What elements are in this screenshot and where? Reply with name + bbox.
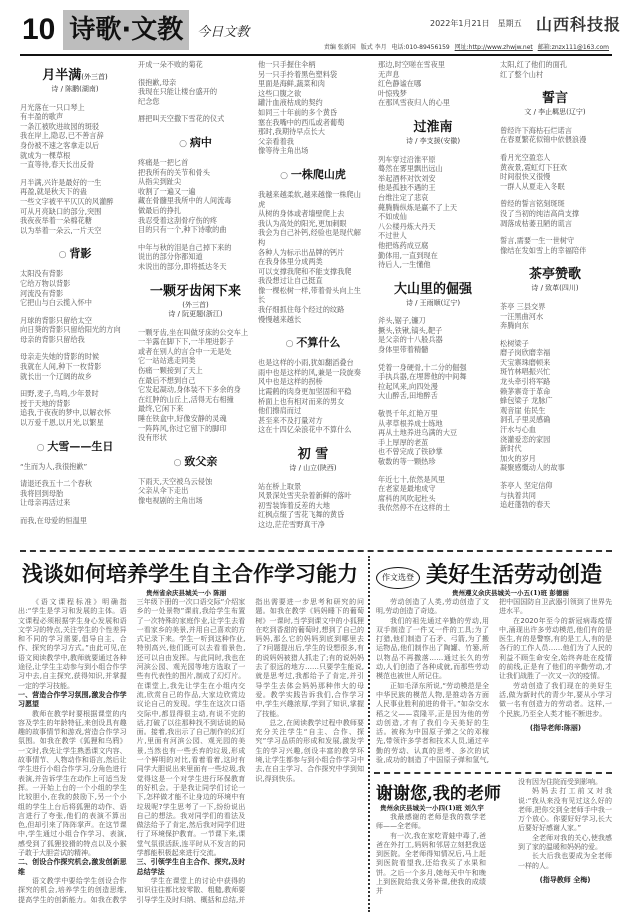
poem-title-suffix: (外三首) xyxy=(81,73,108,81)
poem-line: 从孝草根养成士练地 xyxy=(378,418,443,428)
poem-line: 松树梁子 xyxy=(500,338,529,348)
poem-line: 在春夏繁花似锦中依偎浪漫 xyxy=(500,135,587,145)
poem-line: 像结在发如雪上的幸福陪伴 xyxy=(500,245,587,255)
poem-byline: 文 / 李止羁思(辽宁) xyxy=(524,108,586,117)
poem-line: 斑竹林唱振兴忙 xyxy=(500,367,551,377)
paragraph: 劳动创造了我们现在的美好生活,做为新时代的青少年,要从小学习做一名有创造力的劳动者。这样,一个民族,乃至全人类才能不断进步。 xyxy=(499,681,612,718)
poem-section-heading: ○ 致父亲 xyxy=(138,453,253,469)
poem-line: 年近七十,依然是风里 xyxy=(378,474,445,484)
poem-line: 无声息 xyxy=(378,69,400,79)
poem-line: 像等待主角出场 xyxy=(258,146,309,156)
poem-line: 勤体用,一直到现在 xyxy=(378,250,438,260)
poem-line: 我没想过让自己挺直 xyxy=(258,276,323,286)
email-link[interactable]: 邮箱:znzx111@163.com xyxy=(537,44,609,51)
poem-byline: 诗 / 王雨顺(辽宁) xyxy=(405,298,461,307)
thanks-body-col2 xyxy=(518,778,612,885)
thanks-title: 谢谢您,我的老师 xyxy=(376,784,501,804)
poem-line: 曾经许下海枯石烂诺言 xyxy=(500,125,572,135)
stanza xyxy=(20,269,130,307)
paragraph: 有一次,我在家吃青蛙中毒了,爸爸在外打工,妈妈和邻居立刻把我送到医院。全老师得知情况后,马上赶到医院看望我,还给我买了水果和饼。之后一个多月,她每天中午和晚上到医院给我义务补课,使我的成绩并 xyxy=(376,831,486,896)
poem-line: 它把山与白云揽入怀中 xyxy=(20,298,92,308)
advisor-note: (指导老师:陈丽) xyxy=(529,723,582,732)
stanza xyxy=(138,477,253,506)
poem-title xyxy=(378,278,488,297)
stanza xyxy=(20,389,130,427)
poem-line: 一阵阵风,你过它留下的脚印 xyxy=(138,423,227,433)
poem-line: 一颗牙齿,坐在叫做牙床的公交车上 xyxy=(138,327,249,337)
poem-line: 身份被不速之客拿走以后 xyxy=(20,140,100,150)
poem-line: 八公楼丹炼大丹天 xyxy=(378,221,436,231)
poem-title xyxy=(378,116,488,135)
poem-line: 红枫点缀了雪花飞舞的黄昏 xyxy=(258,510,345,520)
poem-line: 河流没有背影 xyxy=(20,288,64,298)
poem-line: 再从土地养进乌满的大豆 xyxy=(378,428,458,438)
poem-line: 收割了一遍又一遍 xyxy=(138,186,196,196)
poem-line: 我认为高处的阳光,更加刺眼 xyxy=(258,218,347,228)
poem-line: 也是这样的小雨,犹如翻滔叠台 xyxy=(258,358,354,368)
poem-line: 它一站站逃走同类 xyxy=(138,356,196,366)
poem-line: 以为举着一朵云,一片天空 xyxy=(20,225,102,235)
poem-line: 我仔细抓住每个经过的纹路 xyxy=(258,305,345,315)
poem-line: 雨中也是这样的风,兼是一段旋奏 xyxy=(258,367,361,377)
poem-line: 一直等待,春天长出反骨 xyxy=(20,160,95,170)
poem-line: 请退还我五十二个春秋 xyxy=(20,479,92,489)
paragraph: 正如毛泽东所说,“劳动模范是全中华民族的模范人物,是推动各方面人民事业胜利前进的骨干。”如杂交水稻之父——袁隆平,正是因为他的劳动创造,才有了我们今天美好的生活。被称为中国原子弹之父的邓稼先,带领许多学者和技术人员,通过辛勤的劳动、认真的思考、多次的试验,成功的制造了中国原子弹和氢气,把中国国防自卫武器引领到了世界先进水平。 xyxy=(376,598,612,765)
poem-title-text: 过淮南 xyxy=(413,119,453,135)
poem-line: 我将回到母胎 xyxy=(20,488,64,498)
poem-line: 太阳没有背影 xyxy=(20,269,64,279)
poem-line: 一群人从夏走入冬眠 xyxy=(500,181,565,191)
poem-section-heading: ○ 大雪——生日 xyxy=(20,438,130,454)
poem-title-text: 初 雪 xyxy=(297,447,329,462)
stanza xyxy=(258,358,368,435)
poem-line: 疼痛是一把匕首 xyxy=(138,157,189,167)
poem-line: 伤痛一颗接到了天上 xyxy=(138,366,203,376)
essay-body xyxy=(376,598,612,768)
essay-byline: 贵州遵义余庆县城关一小五(1)班 彭德丽 xyxy=(452,589,569,597)
poem-line: 在红肿的山丘上,活得无右相撞 xyxy=(138,394,234,404)
poem-line: 赖茅寨奇于革命 xyxy=(500,386,551,396)
poem-line: 未说出的部分,即将抵达冬天 xyxy=(138,261,227,271)
paragraph: 教师在教学时要根据课堂的内容及学生的年龄特征,来创设具有趣趣的故事情节和游戏,营造合作学习氛围。如我在教学《狐狸和乌鸦》一文时,我先让学生熟悉课文内容、故事情节、人物动作和语言,然后让学生进行小组合作学习,分角色进行表演,并告诉学生在动作上可适当发挥。一开始上台的一个小组的学生比较胆小,在我的鼓励下,另一个小组的学生上台后将狐狸的动作、语言进行了夸张,他们的表演不算出色,但却引来了阵阵掌声。在这节课中,学生通过小组合作学习、表演,感受到了狐狸狡猾的特点以及小猴子敢于大胆尝试的精神。 xyxy=(18,709,127,858)
article-subheading: 二、创设合作探究机会,激发创新思维 xyxy=(18,858,127,876)
poem-line: 不如成仙 xyxy=(378,212,407,222)
stanza xyxy=(378,475,488,513)
poem-line: 没有形状 xyxy=(138,433,167,443)
poem-line: 凭着一身硬骨,十二分的倔强 xyxy=(378,362,467,372)
contact-info xyxy=(324,42,612,51)
poem-line: 是父亲的十八般兵器 xyxy=(378,335,443,345)
poem-line: 从树的身体或者墙壁爬上去 xyxy=(258,209,345,219)
poem-line: 风景深处雪夹杂着新鲜的落叶 xyxy=(258,491,352,501)
poem-line: 甚至来不及打量对方 xyxy=(258,415,323,425)
poem-line: 把我所有的关节和骨头 xyxy=(138,167,210,177)
poem-line: 各种人为标示出品牌的钙片 xyxy=(258,247,345,257)
poem-line: 另一只手拎着黑色塑料袋 xyxy=(258,69,338,79)
stanza xyxy=(20,516,130,526)
poem-column-2 xyxy=(138,60,253,514)
stanza xyxy=(138,158,253,235)
thanks-body-col1 xyxy=(376,813,486,897)
poem-line: 这边,茫茫雪野真干净 xyxy=(258,519,325,529)
poem-line: 磨子岗欣磨幸福 xyxy=(500,348,551,358)
poem-line: 就长出一个辽阔的故乡 xyxy=(20,371,92,381)
poem-line: 我会为自己补钙,经验也是现代解 xyxy=(258,228,361,238)
poem-line: 我越来越柔软,越来越像一株爬山 xyxy=(258,189,361,199)
poem-line: 风中也是这样的拐桥 xyxy=(258,377,323,387)
poem-line: 初雪装饰着反差的大地 xyxy=(258,500,330,510)
poem-line: 誓言,需要一生一世树守 xyxy=(500,236,575,246)
header-rule xyxy=(20,54,612,56)
stanza xyxy=(258,190,368,324)
paragraph: 在2020年至今的新冠病毒疫情中,涌现出许多劳动模范,他们有的是医生,有的是警察,有的是工人,有的是各行的工作人员……他们为了人民的利益不顾生命安全,始终奔赴在疫情的前线,正是有了他们的辛勤劳动,才让我们战胜了一次又一次的疫情。 xyxy=(499,616,612,681)
section-title: 诗歌·文教 xyxy=(63,10,189,50)
poem-title-text: 茶亭赞歌 xyxy=(528,267,581,283)
poem-line: 凋落成枯萎丑陋的谎言 xyxy=(500,218,572,228)
poem-line: 那边,时空嗟在雪夜里 xyxy=(378,60,445,69)
poem-line: 身体里带着精髓 xyxy=(378,345,429,355)
poem-line: 他是孤独不遇的王 xyxy=(378,183,436,193)
poem-line: 再盈,就是秋天下的蛊 xyxy=(20,187,87,197)
poem-line: 很抱歉,母亲 xyxy=(138,77,177,87)
essay-title: 美好生活劳动创造 xyxy=(426,562,603,588)
poem-line: 凝聚感慨动人的故事 xyxy=(500,463,565,473)
poem-line: 慢慢越来越长 xyxy=(258,314,302,324)
poem-line: 睡在铁盒中,好像安静的灵魂 xyxy=(138,414,227,424)
poem-line: 浇灌爱恋的家园 xyxy=(500,434,551,444)
poem-column-3 xyxy=(258,60,368,538)
stanza xyxy=(138,328,253,443)
poem-line: 太阳,红了他们的面孔 xyxy=(500,60,567,69)
phone: 电话:010-89456159 xyxy=(391,44,450,51)
issue-date-line xyxy=(430,18,522,29)
poem-line: 没了当初的纯洁高尚支撑 xyxy=(500,208,580,218)
poem-line: 母亲的背影只留给我 xyxy=(20,334,85,344)
poem-line: 里面是海鲜,蔬菜和肉 xyxy=(258,79,325,89)
stanza xyxy=(20,352,130,381)
stanza xyxy=(20,462,130,472)
poem-column-5 xyxy=(500,60,610,518)
poem-line: 黄夜景,霓虹灯下狂欢 xyxy=(500,162,567,172)
poem-line: 我依然停不在这样的土 xyxy=(378,503,450,513)
poem-title xyxy=(500,263,610,282)
stanza xyxy=(258,482,368,530)
thanks-byline: 贵州余庆县城关一小四(1)班 刘久宇 xyxy=(380,804,484,812)
poem-line: 中年与秋的泪是自己掉下来的 xyxy=(138,242,232,252)
poem-line: 待后人,一生懂他 xyxy=(378,260,431,270)
poem-line: 虎 xyxy=(258,199,266,209)
article-subheading: 一、营造合作学习氛围,激发合作学习愿望 xyxy=(18,690,127,709)
poem-line: 举起酒杯对饮刘安 xyxy=(378,173,436,183)
poem-line: 红了整个山村 xyxy=(500,69,544,79)
poem-line: 父亲从伞下走出 xyxy=(138,486,189,496)
stanza xyxy=(378,316,488,354)
poem-line: 如同三十年前的多个黄昏 xyxy=(258,107,338,117)
stanza xyxy=(20,316,130,345)
poem-line: 天宝寨珠磨顿来 xyxy=(500,357,551,367)
article-byline: 贵州省余庆县城关一小 陈丽 xyxy=(146,589,227,597)
poem-line: 最终,它闲下来 xyxy=(138,404,184,414)
poem-line: 那时,我期待早点长大 xyxy=(258,127,325,137)
poem-line: 我在岸上,隐忍,已不善言辞 xyxy=(20,131,104,141)
stanza xyxy=(20,479,130,508)
stanza xyxy=(20,178,130,236)
paragraph: 没有因为住院而受到影响。 xyxy=(518,778,602,786)
poem-line: 斧头,锯子,镰刀 xyxy=(378,316,426,326)
poem-line: 他一只手握住伞柄 xyxy=(258,60,316,69)
stanza xyxy=(500,60,610,79)
stanza xyxy=(378,409,488,467)
column-divider xyxy=(368,556,370,912)
paragraph: 总之,在阅读教学过程中教师要充分关注学生“自主、合作、探究”学习品质的形成和发展,激发学生的学习兴趣,创设丰富的教学环境,让学生都参与到小组合作学习中去,在自主学习、合作探究中学到知识,得到快乐。 xyxy=(255,718,364,783)
poem-line: 站在桥上取景 xyxy=(258,481,302,491)
poem-line: 红色静谧在哪 xyxy=(378,79,422,89)
poem-line: 拉起风来,向四处漫 xyxy=(378,381,438,391)
poem-line: 它发起凝动,身体装不下多余的身 xyxy=(138,385,241,395)
poem-line: 薨腾腾纵炼是赢不了上天 xyxy=(378,202,458,212)
editor: 责编 张新国 xyxy=(323,44,356,51)
poem-line: 构 xyxy=(258,237,266,247)
poem-line: 月半满,兴许是最好的一生 xyxy=(20,177,102,187)
poem-line: 我夜夜举着一朵棉花糖 xyxy=(20,216,92,226)
advisor-note: (指导教师 全梅) xyxy=(539,875,591,884)
poem-line: 授于天地的背影 xyxy=(20,398,71,408)
poem-line: 在老家是最地成守 xyxy=(378,484,436,494)
poem-line: 不过世人 xyxy=(378,231,407,241)
poem-line: 长 xyxy=(258,295,266,305)
poem-line: 撅头,铁锹,镐头,靶子 xyxy=(378,325,443,335)
poem-line: “生而为人,我很抱歉” xyxy=(20,461,88,471)
essay-divider xyxy=(374,772,612,774)
poem-line: 茶亭 三县交界 xyxy=(500,301,546,311)
poem-line: 纪念您 xyxy=(138,96,160,106)
poem-section-heading: ○ 不算什么 xyxy=(258,334,368,350)
poem-line: 一些文字被平平仄仄的风灌醉 xyxy=(20,196,114,206)
poem-column-1 xyxy=(20,60,130,534)
article-subheading: 三、引领学生自主合作、探究,及时总结学法 xyxy=(136,858,246,876)
poem-line: 看月光空盈恋人 xyxy=(500,152,551,162)
poem-line: 罐汁血液枯成的契约 xyxy=(258,98,323,108)
stanza xyxy=(378,155,488,270)
poem-line: 这在十四亿朵浪花中不算什么 xyxy=(258,425,352,435)
poem-title xyxy=(138,280,253,299)
poem-line: 他把炼药成豆腐 xyxy=(378,240,429,250)
poem-line: 唇把叫天空撒下雪花的仪式 xyxy=(138,114,225,124)
stanza xyxy=(138,114,253,124)
poem-line: 可以支撑我爬和不能支撑我爬 xyxy=(258,266,352,276)
stanza xyxy=(138,78,253,107)
paragraph: 劳动创造了人类,劳动创造了文明,劳动创造了奇迹。 xyxy=(376,598,489,616)
poem-line: 龙头牵引将军路 xyxy=(500,377,551,387)
poem-line: 新时代 xyxy=(500,444,522,454)
poem-line: 我现在只能让楼台盛开的 xyxy=(138,87,218,97)
essay-badge: 作文选登 xyxy=(376,567,420,589)
poem-column-4 xyxy=(378,60,488,521)
poem-byline: 诗 / 致革(四川) xyxy=(531,284,579,293)
poem-line: 追我,于夜夜的梦中,以解衣怀 xyxy=(20,408,111,418)
masthead-logo: 今日文教 xyxy=(197,24,250,40)
poem-line: 像电视剧的主角出场 xyxy=(138,496,203,505)
poem-byline: 诗 / 陈鹏(湖南) xyxy=(51,85,99,93)
poem-line: 蜂包梁子 龙脉广 xyxy=(500,396,553,406)
issue-weekday: 星期五 xyxy=(497,19,522,28)
paragraph: 学生在课堂上的讨论中获得的知识往往都比较零散、粗糙,教师要引导学生及时归纳、概括和总结,并指出需要进一步思考和研究的问题。如我在教学《妈妈睡下的葡萄树》一课时,当学到课文中的小狐狸在吃到香甜的葡萄时,想到了自己的妈妈,那么它的妈妈到底到哪里去了?问题提出后,学生的设想很多,有的说妈妈被猎人抓走了;有的说妈妈去了很远的地方……只要学生能说,就是思考过,我都给予了肯定,并引导学生去体会妈妈那种伟大的母爱。教学实践告诉我们,合作学习中,学生兴趣浓厚,学到了知识,掌握了技能。 xyxy=(136,598,364,904)
poem-line: 他们擦肩而过 xyxy=(258,406,302,416)
poem-byline: 诗 / 阮更题(浙江) xyxy=(168,310,223,319)
stanza xyxy=(138,243,253,272)
poem-line: 与执着共同 xyxy=(500,490,536,500)
layout-editor: 版式 李月 xyxy=(360,44,387,51)
poem-line: 藏在骨髓里我所中的人间流毒 xyxy=(138,196,232,206)
poem-title-text: 大山里的倔强 xyxy=(393,281,472,297)
poem-line: 有丰盈的歌声 xyxy=(20,112,64,122)
poem-title xyxy=(20,64,130,83)
poem-title-text: 誓言 xyxy=(541,91,568,107)
poem-line: 叶惊残梦 xyxy=(378,88,407,98)
poem-section-heading: ○ 背影 xyxy=(20,245,130,261)
poem-line: 说出的部分你都知道 xyxy=(138,252,203,262)
poem-line: 就成为一棵草根 xyxy=(20,150,71,160)
stanza xyxy=(500,236,610,255)
poem-line: 敬畏千年,红艳万里 xyxy=(378,409,438,419)
poem-line: 像一棵松树一样,带着骨头向上生 xyxy=(258,285,361,295)
poem-line: 洞孔子里灵感确 xyxy=(500,415,551,425)
poem-line: 在最后不想到自己 xyxy=(138,375,196,385)
poem-line: 这些口腹之欲 xyxy=(258,88,302,98)
page-number: 10 xyxy=(22,13,56,46)
paragraph: 妈妈去打工前又对我说:“我从来没有见过这么好的老师,把你交到全老师手中我一万个放心。你要好好学习,长大后要好好感谢人家。” xyxy=(518,787,612,833)
section-divider xyxy=(20,550,612,552)
poem-byline: 诗 / 山立(陕西) xyxy=(289,464,337,472)
paragraph: 我最感谢的老师是我的数学老师——全老师。 xyxy=(376,813,486,831)
poem-line: 在我身体里分成两类 xyxy=(258,257,323,267)
stanza xyxy=(500,199,610,228)
website-link[interactable]: 网址:http://www.zhwjw.net xyxy=(454,44,533,51)
poem-line: 从指尖到趾尖 xyxy=(138,177,182,187)
poem-byline: 诗 / 李支援(安徽) xyxy=(405,136,461,145)
poem-line: 手执兵器,在埋葬他的中间舞 xyxy=(378,372,467,382)
poem-line: 下雨天,天空被乌云侵蚀 xyxy=(138,476,213,486)
poem-line: 手上厚厚的老茧 xyxy=(378,437,429,447)
poem-line: 父亲看着我 xyxy=(258,136,294,146)
poem-line: 一条江被吹进故园的斑驳 xyxy=(20,121,100,131)
stanza xyxy=(20,103,130,170)
poem-line: 时间很快又很慢 xyxy=(500,172,551,182)
paragraph: 语文教学中要给学生创设合作探究的机会,培养学生的创造思维,提高学生的创新能力。如我在教学三年级下册的一次口语交际“介绍家乡的一处景物”课前,我给学生布置了一次特殊的家庭作业,让学生去看一看家乡的美景,并用自己喜欢的方式记录下来。学生一听到这种作业,特别高兴,他们既可以去看看景色,还可以自由发挥。与此同时,我也在河滨公园、观光园等地方选取了一些有代表性的图片,制成了幻灯片。在课堂上,我先让学生在小组内交流,欣赏自己的作品,大家边欣赏边议论自己的发现。学生在这次口语交际中,都显得很主动,有说不完的话,打破了以往那种找不到话说的局面。接着,我出示了自己制作的幻灯片,里面有河滨公园、观光园的美景,当然也有一些丢弃的垃圾,形成一个鲜明的对比,看着看着,这时有同学大胆说出来里面有一些垃圾,我觉得这是一个对学生进行环保教育的好机会。于是我让同学们讨论一下,怎样做才能不让身边的环境中有垃圾呢?学生思考了一下,纷纷说出自己的想法。我对同学们的看法及做法给予了肯定,然后我对同学们进行了环境保护教育。一节课下来,课堂气氛很活跃,连平时从不发言的同学都能积极起来进行交流。 xyxy=(18,598,246,904)
stanza xyxy=(500,153,610,191)
stanza xyxy=(378,363,488,401)
stanza xyxy=(378,60,488,108)
poem-title xyxy=(258,443,368,462)
poem-title-text: 一颗牙齿闲下来 xyxy=(149,283,241,299)
poem-line: 田野,麦子,鸟鸣,少年景时 xyxy=(20,389,99,399)
poem-section-heading: ○ 一株爬山虎 xyxy=(258,166,368,182)
poem-line: 一半露在脚下下,一半埋进影子 xyxy=(138,337,234,347)
poem-line: 做最后的挣扎 xyxy=(138,205,182,215)
stanza xyxy=(138,60,253,70)
poem-line: 它给万物以背影 xyxy=(20,278,71,288)
poem-title xyxy=(500,87,610,106)
poem-line: 在那风雪夜归人的心里 xyxy=(378,98,450,108)
paragraph: 全老师对我的关心,使我感到了家的温暖和妈妈的爱。 xyxy=(518,833,612,852)
poem-line: 而我,在母爱的恒温里 xyxy=(20,516,87,525)
poem-line: 大山醉舌,田地醉舌 xyxy=(378,391,438,401)
stanza xyxy=(500,126,610,145)
poem-line: 开成一朵不败的菊花 xyxy=(138,60,203,69)
poem-line: 奔腾向东 xyxy=(500,321,529,331)
stanza xyxy=(500,302,610,331)
poem-line: 塞在我嘴中的西瓜或者葡萄 xyxy=(258,117,345,127)
poem-line: 月光落在一只口琴上 xyxy=(20,102,85,112)
poem-line: 茶亭人 坚定信仰 xyxy=(500,481,553,490)
poem-line: 桥面上也有相对而来的男女 xyxy=(258,396,345,406)
poem-line: 席科的风吹起杜头 xyxy=(378,493,436,503)
poem-line: 汗水与心血 xyxy=(500,425,536,435)
article-title: 浅谈如何培养学生自主合作学习能力 xyxy=(22,561,358,586)
header-left xyxy=(22,10,249,50)
poem-line: 向日葵的背影只留给阳光的方向 xyxy=(20,325,121,335)
poem-line: 台维注定了悲哀 xyxy=(378,192,429,202)
poem-line: 曾经的誓言铭刻斑斑 xyxy=(500,199,565,209)
poem-line: 也不曾完成了铁砂掌 xyxy=(378,447,443,457)
poem-line: 或者在别人的言合中一无是处 xyxy=(138,346,232,356)
poem-line: 列车穿过沿淮平原 xyxy=(378,154,436,164)
poem-line: 追赶蓬勃的春天 xyxy=(500,500,551,510)
stanza xyxy=(258,60,368,156)
poem-line: 母亲走失她的背影的时候 xyxy=(20,352,100,362)
paragraph: 《语文课程标准》明确指出:“学生是学习和发展的主体。语文课程必须根据学生身心发展和语文学习的特点,关注学生的个性差异和不同的学习需要,倡导自主、合作、探究的学习方式。”由此可见,在语文阅读教学中,教师就要通过各种途径,让学生主动参与到小组合作学习中去,自主探究,获得知识,并掌握一定的学习技能。 xyxy=(18,598,127,690)
poem-line: 以万爱千恩,以月光,以繁星 xyxy=(20,418,104,428)
poem-line: 月球的背影只留给太空 xyxy=(20,315,92,325)
poem-line: 比霞鹤的肉身更加坚固和平稳 xyxy=(258,387,352,397)
poem-title-text: 月半满 xyxy=(42,68,82,83)
poem-line: 敬数的等一颗热珍 xyxy=(378,457,436,466)
article-body xyxy=(18,598,364,912)
poem-line: 可从月亮缺口的部分,突围 xyxy=(20,206,102,216)
paragraph: 长大后我也要成为全老师一样的人。 xyxy=(518,852,612,870)
issue-date: 2022年1月21日 xyxy=(430,19,490,28)
poem-subtitle: (外三首) xyxy=(182,300,209,309)
poem-section-heading: ○ 病中 xyxy=(138,134,253,150)
stanza xyxy=(500,339,610,473)
poem-line: 蓦然在雾里飘出远山 xyxy=(378,164,443,174)
poem-line: 目的只有一个,种下诗歌的曲 xyxy=(138,225,227,235)
poem-line: 加火的岁月 xyxy=(500,453,536,463)
poem-line: 观音崖 佑民生 xyxy=(500,405,546,415)
poem-line: 我忍受着这刮骨疗伤的疼 xyxy=(138,215,218,225)
stanza xyxy=(500,481,610,510)
newspaper-name: 山西科技报 xyxy=(536,15,622,34)
poem-line: 让母亲再活过来 xyxy=(20,498,71,508)
paragraph: 我们的祖先通过辛勤的劳动,用双手制造了一件又一件的工具;为了打猎,他们制造了石矛、弓箭,为了搬运物品,他们制作出了陶罐、竹篓,所以物品不再撒落……通过长久的劳动,人们创造了各种成就,而那些劳动模范也被世人所记住。 xyxy=(376,616,489,681)
poem-line: 我就在人间,种下一枚背影 xyxy=(20,362,102,372)
poem-line: 一汪黑曲河水 xyxy=(500,311,544,321)
